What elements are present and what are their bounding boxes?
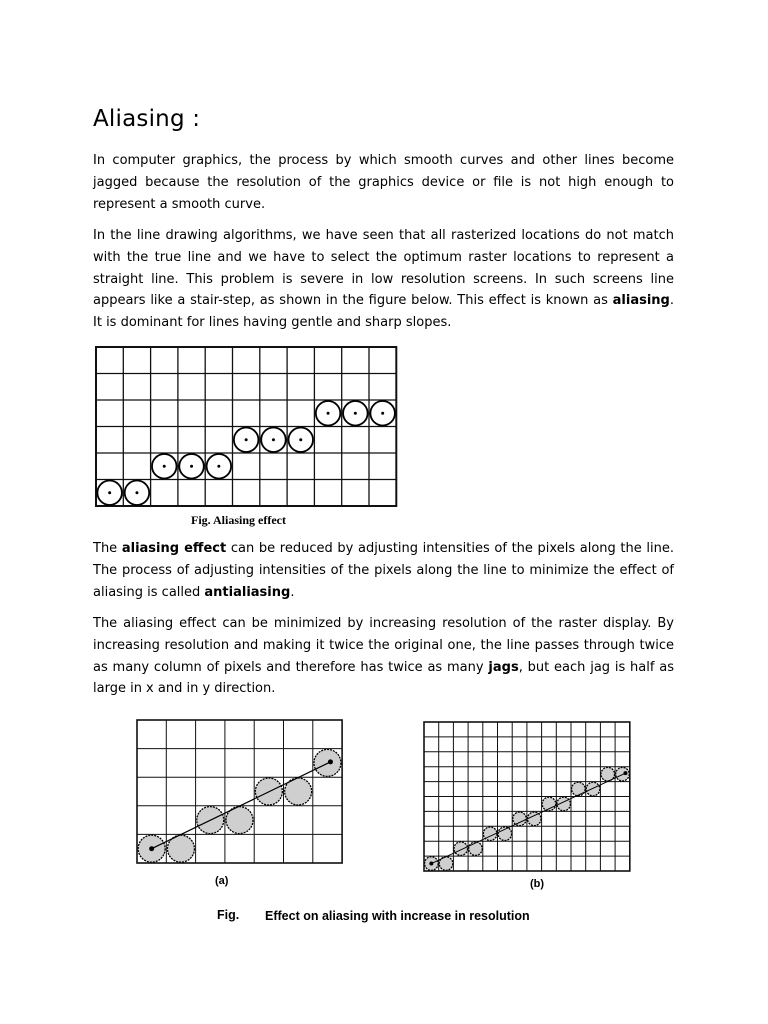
pixel-center-dot [135,491,138,494]
paragraph-text: , but each jag is half as large in x and in y direction. [93,659,674,697]
term-jags: jags [488,659,519,675]
pixel-center-dot [217,465,220,468]
pixel-center-dot [299,438,302,441]
figure-caption: Effect on aliasing with increase in resolution [265,909,530,923]
term-aliasing: aliasing [612,293,670,309]
figure-label: Fig. [217,908,240,922]
pixel-center-dot [354,412,357,415]
paragraph-resolution [93,613,674,700]
pixel-center-dot [245,438,248,441]
panel-b [424,722,630,890]
term-aliasing-effect: aliasing effect [121,541,227,556]
paragraph-text: The aliasing effect can be minimized by increasing resolution of the raster display. By increasing resolution and making it twice the original one, the line passes through twice as many column of pixels and therefore has twice as many [93,616,674,675]
paragraph-text: can be reduced by adjusting intensities of the pixels along the line. The process of adjusting intensities of the pixels along the line to minimize the effect of aliasing is called [93,541,675,600]
pixel-circle [469,842,483,856]
figure-resolution-effect [130,712,640,932]
paragraph-line-drawing [93,225,674,334]
line-endpoint [149,846,154,851]
panel-b-label: (b) [530,878,545,890]
paragraph-text: . [290,584,295,600]
paragraph-text: The [93,541,122,556]
pixel-circle [572,782,586,796]
line-endpoint [328,759,333,764]
pixel-center-dot [272,438,275,441]
term-antialiasing: antialiasing [204,584,291,600]
page-title: Aliasing : [93,106,201,132]
pixel-circle [527,812,541,826]
panel-a [137,720,342,887]
paragraph-antialiasing [93,538,674,603]
paragraph-definition: In computer graphics, the process by which smooth curves and other lines become jagged because the resolution of the graphics device or file is not high enough to represent a smooth curve. [93,153,674,212]
paragraph-text: In the line drawing algorithms, we have seen that all rasterized locations do not match with the true line and we have to select the optimum raster locations to represent a straight line. This problem is severe in low resolution screens. In such screens line appears like a stair-step, as shown in the figure below. This effect is known as [93,228,674,309]
pixel-circle [586,782,600,796]
figure-caption: Fig. Aliasing effect [191,513,286,527]
paragraph-text: . It is dominant for lines having gentle and sharp slopes. [93,293,674,331]
pixel-center-dot [163,465,166,468]
figure-aliasing-effect [90,340,410,535]
pixel-center-dot [190,465,193,468]
pixel-center-dot [327,412,330,415]
panel-a-label: (a) [215,875,229,887]
pixel-center-dot [381,412,384,415]
line-endpoint [623,771,627,775]
line-endpoint [429,862,433,866]
true-line [431,773,625,863]
pixel-circle [454,842,468,856]
pixel-center-dot [108,491,111,494]
pixel-circle [513,812,527,826]
